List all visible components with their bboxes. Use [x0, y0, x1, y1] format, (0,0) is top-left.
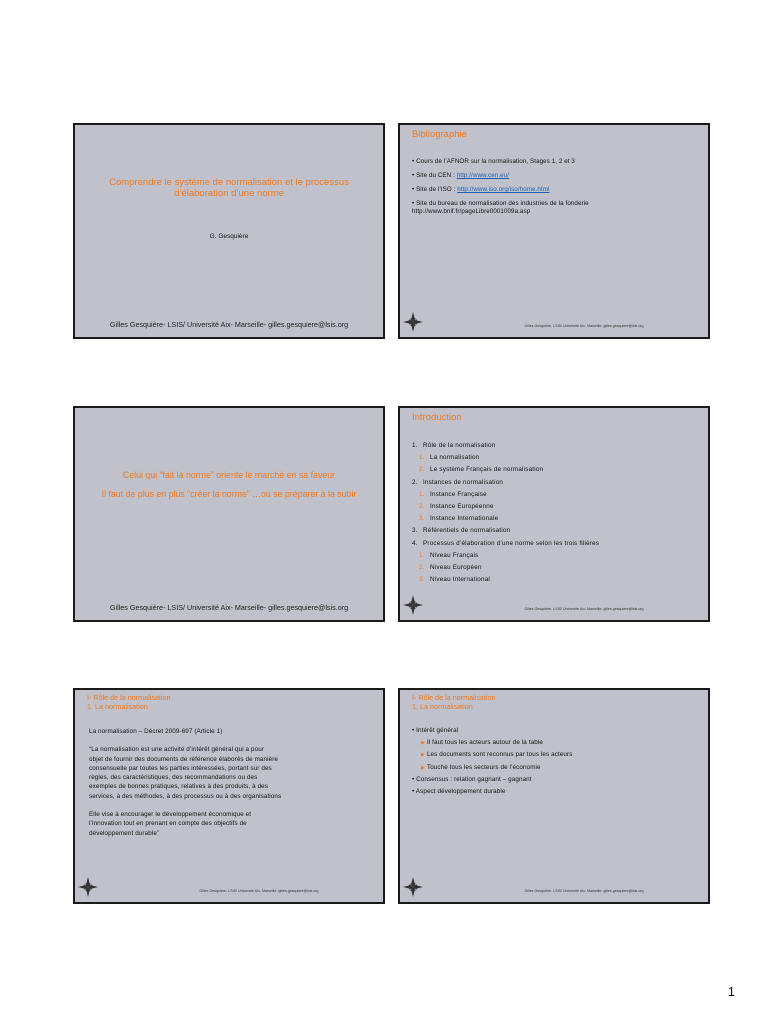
- bibliography-list: [412, 158, 700, 222]
- compass-logo-icon: [77, 876, 99, 898]
- quote-block: [91, 470, 367, 507]
- bibliography-entry: • Site de l’ISO : http://www.iso.org/iso/home.html: [412, 186, 550, 193]
- bibliography-entry: • Cours de l’AFNOR sur la normalisation, Stages 1, 2 et 3: [412, 158, 575, 165]
- outline-subitem: 1. Instance Française: [419, 490, 487, 498]
- outline-subitem: 1. Niveau Français: [419, 551, 479, 559]
- slide-footer: Gilles Gesquière- LSIS/ Université Aix- Marseille- gilles.gesquiere@lsis.org: [109, 320, 349, 329]
- bullet-item: • Intérêt général: [412, 727, 459, 734]
- triangle-bullet-icon: ▶: [421, 752, 425, 759]
- iso-link[interactable]: http://www.iso.org/iso/home.html: [457, 186, 550, 193]
- aspects-list: [412, 727, 700, 800]
- slide-heading: Bibliographie: [412, 129, 467, 140]
- slide-footer: Gilles Gesquière- LSIS/ Université Aix- Marseille- gilles.gesquiere@lsis.org: [199, 889, 319, 893]
- outline-list: [412, 442, 700, 588]
- outline-item: 4. Processus d’élaboration d’une norme selon les trois filières: [412, 539, 600, 547]
- slide-footer: Gilles Gesquière- LSIS/ Université Aix- Marseille- gilles.gesquiere@lsis.org: [524, 889, 644, 893]
- outline-subitem: 1. La normalisation: [419, 454, 480, 462]
- slide-footer: Gilles Gesquière- LSIS/ Université Aix- Marseille- gilles.gesquiere@lsis.org: [524, 324, 644, 328]
- quote-line: Il faut de plus en plus “créer la norme” …ou se préparer à la subir: [101, 488, 357, 499]
- sub-bullet-item: ▶ Les documents sont reconnus par tous les acteurs: [421, 751, 573, 759]
- author-name: G. Gesquière: [209, 233, 249, 240]
- slide-normalisation-definition: [73, 688, 385, 904]
- slide-heading: I- Rôle de la normalisation 1. La normalisation: [87, 693, 171, 711]
- presentation-title: Comprendre le système de normalisation et le processus d’élaboration d’une norme: [109, 177, 349, 199]
- outline-item: 1. Rôle de la normalisation: [412, 442, 496, 449]
- outline-subitem: 2. Le système Français de normalisation: [419, 466, 544, 474]
- bibliography-entry: • Site du CEN : http://www.cen.eu/: [412, 172, 510, 179]
- outline-subitem: 3. Niveau International: [419, 576, 491, 584]
- bullet-item: • Consensus : relation gagnant – gagnant: [412, 775, 532, 783]
- slide-bibliographie: [398, 123, 710, 339]
- slide-heading: I- Rôle de la normalisation 1. La normalisation: [412, 693, 496, 711]
- cen-link[interactable]: http://www.cen.eu/: [456, 172, 510, 179]
- quote-line: Celui qui “fait la norme” oriente le marché en sa faveur: [122, 470, 336, 480]
- compass-logo-icon: [402, 311, 424, 333]
- page-number: 1: [727, 984, 735, 999]
- bibliography-entry: • Site du bureau de normalisation des industries de la fonderie http://www.bnif.fr/pageLibre0001009a.asp: [412, 200, 589, 216]
- slide-footer: Gilles Gesquière- LSIS/ Université Aix- Marseille- gilles.gesquiere@lsis.org: [524, 607, 644, 611]
- compass-logo-icon: [402, 876, 424, 898]
- outline-subitem: 3. Instance Internationale: [419, 515, 499, 523]
- slide-quote: [73, 406, 385, 622]
- outline-subitem: 2. Instance Européenne: [419, 502, 494, 510]
- slide-footer: Gilles Gesquière- LSIS/ Université Aix- Marseille- gilles.gesquiere@lsis.org: [109, 603, 349, 612]
- slide-introduction: [398, 406, 710, 622]
- compass-logo-icon: [402, 594, 424, 616]
- outline-subitem: 2. Niveau Européen: [419, 563, 482, 571]
- outline-item: 3. Référentiels de normalisation: [412, 527, 511, 535]
- sub-bullet-item: ▶ Touche tous les secteurs de l’économie: [421, 763, 541, 771]
- slide-heading: Introduction: [412, 412, 462, 423]
- triangle-bullet-icon: ▶: [421, 764, 425, 771]
- triangle-bullet-icon: ▶: [421, 740, 425, 747]
- outline-item: 2. Instances de normalisation: [412, 478, 504, 486]
- slide-normalisation-aspects: [398, 688, 710, 904]
- slide-title: [73, 123, 385, 339]
- sub-bullet-item: ▶ Il faut tous les acteurs autour de la table: [421, 739, 543, 747]
- bullet-item: • Aspect développement durable: [412, 787, 506, 795]
- decree-text: La normalisation – Décret 2009-697 (Article 1) “La normalisation est une activité d’intérêt général qui a pour objet de fournir des documents de référence élaborés de manière consensuelle par toutes les parties intéressées, portant sur des règles, des caractéristiques, des recommandations ou des exemples de bonnes pratiques, relatives à des produits, à des services, à des méthodes, à des processus ou à des organisations Elle vise à encourager le développement économique et l’innovation tout en prenant en compte des objectifs de développement durable”: [89, 728, 282, 837]
